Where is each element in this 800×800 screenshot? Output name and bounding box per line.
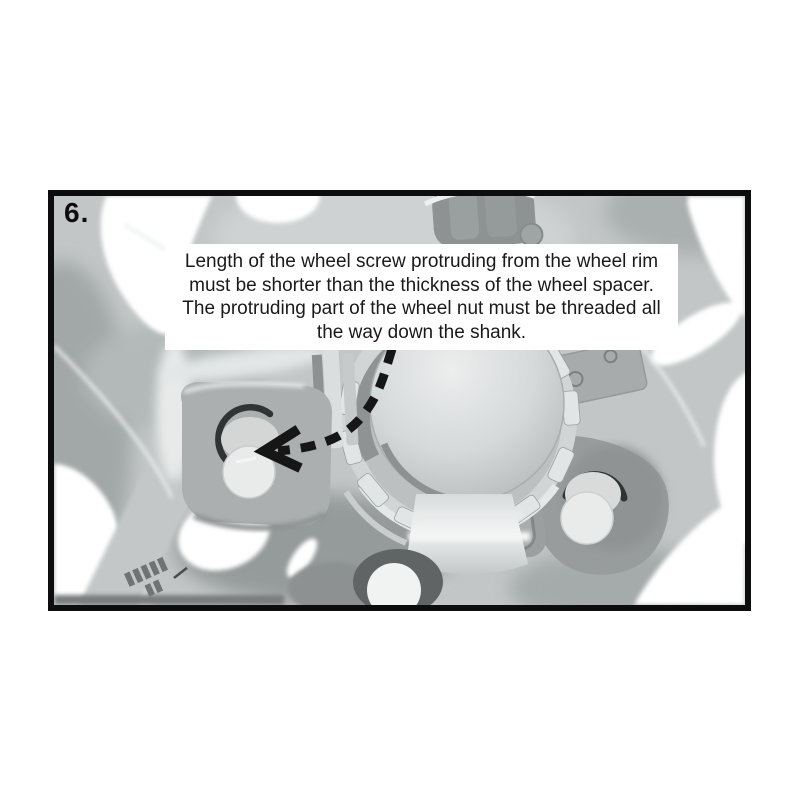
instruction-line: must be shorter than the thickness of the wheel spacer. [189,274,654,296]
instruction-callout [165,244,678,350]
instruction-line: Length of the wheel screw protruding from the wheel rim [184,251,659,272]
instruction-line: the way down the shank. [316,321,527,343]
instruction-figure-frame [48,190,751,611]
instruction-line: The protruding part of the wheel nut must be threaded all [182,298,661,319]
bottom-edge-shadow [54,595,284,605]
step-number: 6. [64,197,90,228]
